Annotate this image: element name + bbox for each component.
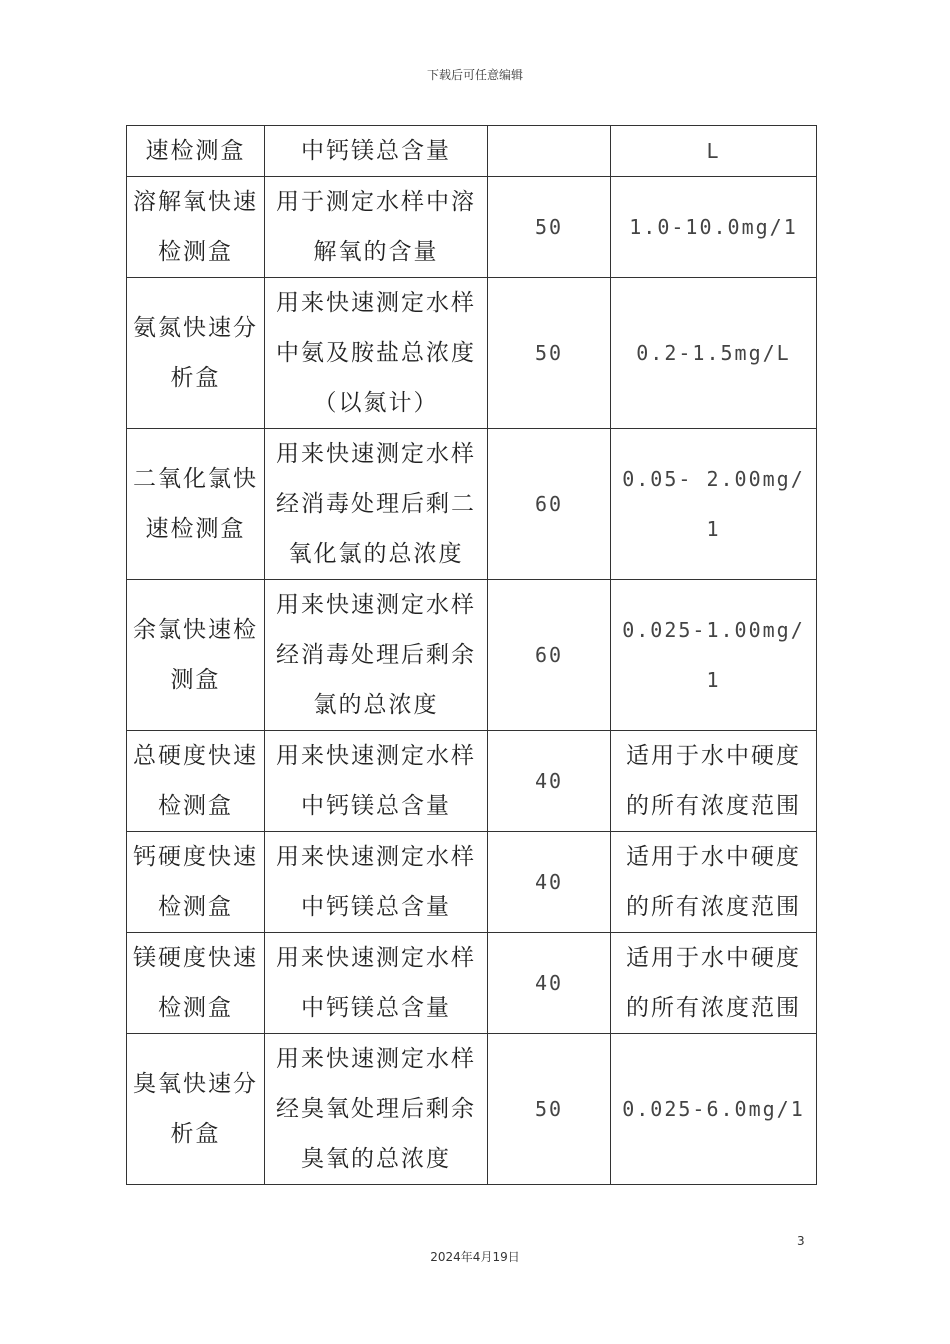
table-body [127,126,817,1185]
kit-name-cell: 钙硬度快速检测盒 [127,832,265,933]
kit-quantity-cell: 60 [488,580,611,731]
kit-name-cell: 余氯快速检测盒 [127,580,265,731]
table-row [127,126,817,177]
kit-description-cell: 用来快速测定水样中钙镁总含量 [265,933,488,1034]
kit-name-cell: 溶解氧快速检测盒 [127,177,265,278]
kit-quantity-cell: 40 [488,832,611,933]
kit-range-cell: 0.025-1.00mg/1 [611,580,817,731]
kit-description-cell: 用来快速测定水样经消毒处理后剩二氧化氯的总浓度 [265,429,488,580]
table-row [127,580,817,731]
table-row [127,278,817,429]
kit-range-cell: 适用于水中硬度的所有浓度范围 [611,832,817,933]
kit-name-cell: 镁硬度快速检测盒 [127,933,265,1034]
kit-quantity-cell [488,126,611,177]
kit-quantity-cell: 50 [488,1034,611,1185]
kit-name-cell: 速检测盒 [127,126,265,177]
page-header-note: 下载后可任意编辑 [426,68,523,82]
kit-quantity-cell: 60 [488,429,611,580]
footer-date: 2024年4月19日 [430,1250,520,1264]
kit-range-cell: 0.05- 2.00mg/1 [611,429,817,580]
page-number: 3 [797,1234,805,1248]
kit-range-cell: 0.2-1.5mg/L [611,278,817,429]
kit-name-cell: 二氧化氯快速检测盒 [127,429,265,580]
kit-name-cell: 臭氧快速分析盒 [127,1034,265,1185]
kit-quantity-cell: 40 [488,731,611,832]
kit-description-cell: 用来快速测定水样经消毒处理后剩余氯的总浓度 [265,580,488,731]
kit-range-cell: 适用于水中硬度的所有浓度范围 [611,731,817,832]
kit-range-cell: 0.025-6.0mg/1 [611,1034,817,1185]
table-row [127,177,817,278]
kit-quantity-cell: 40 [488,933,611,1034]
kit-quantity-cell: 50 [488,278,611,429]
test-kit-table [126,125,817,1185]
kit-range-cell: L [611,126,817,177]
table-row [127,832,817,933]
table-row [127,933,817,1034]
kit-description-cell: 用来快速测定水样中钙镁总含量 [265,832,488,933]
table-row [127,1034,817,1185]
kit-quantity-cell: 50 [488,177,611,278]
kit-description-cell: 用来快速测定水样中氨及胺盐总浓度（以氮计） [265,278,488,429]
table-row [127,429,817,580]
kit-name-cell: 总硬度快速检测盒 [127,731,265,832]
kit-description-cell: 用来快速测定水样经臭氧处理后剩余臭氧的总浓度 [265,1034,488,1185]
kit-range-cell: 适用于水中硬度的所有浓度范围 [611,933,817,1034]
kit-description-cell: 用来快速测定水样中钙镁总含量 [265,731,488,832]
kit-description-cell: 中钙镁总含量 [265,126,488,177]
kit-range-cell: 1.0-10.0mg/1 [611,177,817,278]
table-row [127,731,817,832]
kit-name-cell: 氨氮快速分析盒 [127,278,265,429]
kit-description-cell: 用于测定水样中溶解氧的含量 [265,177,488,278]
